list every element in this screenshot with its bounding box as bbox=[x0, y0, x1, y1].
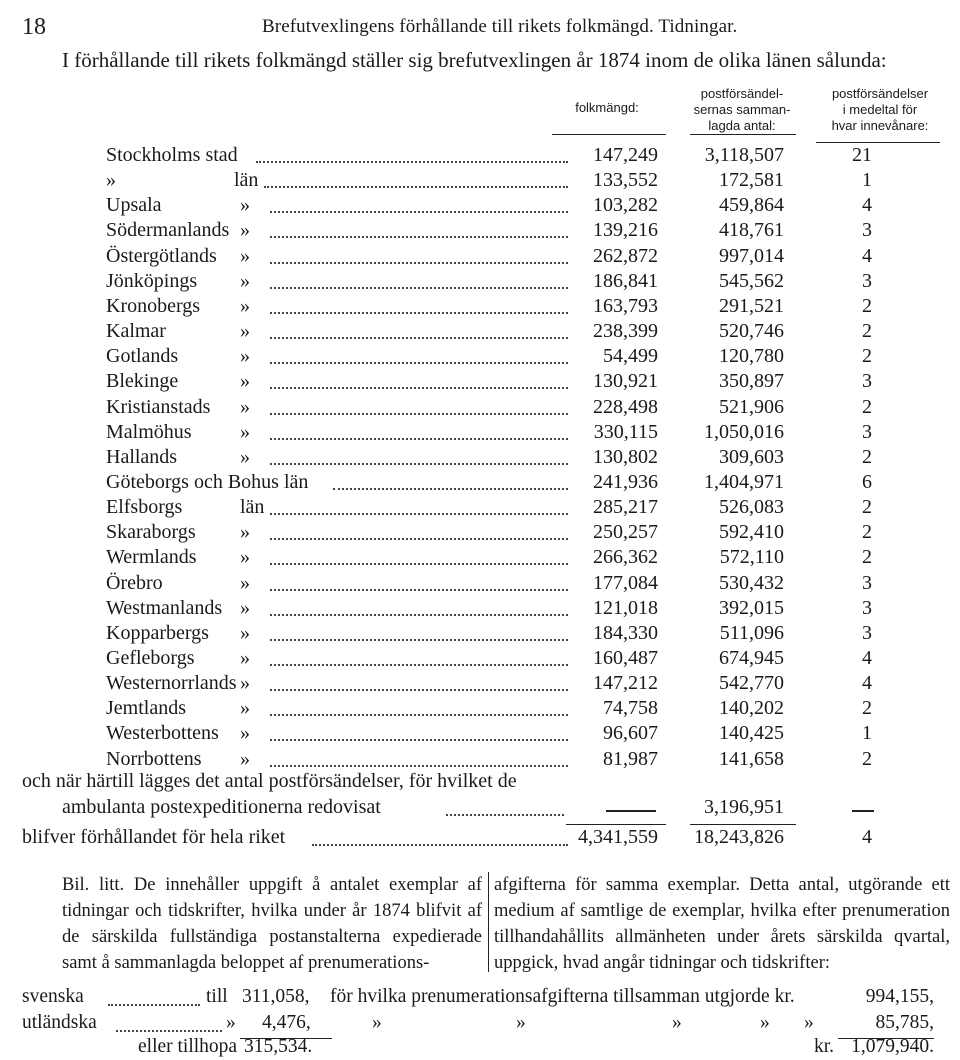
dotted-leader bbox=[270, 614, 568, 616]
dotted-leader bbox=[264, 186, 568, 188]
paragraph-left: Bil. litt. De innehåller uppgift å antalet exemplar af tidningar och tidskrifter, hvilka under år 1874 blifvit af de särskilda fullständiga postanstalterna expedierade samt å sammanlagda beloppet af prenumerations- bbox=[62, 875, 482, 973]
postal-items-value: 418,761 bbox=[719, 219, 784, 242]
dotted-leader bbox=[270, 463, 568, 465]
table-row bbox=[0, 144, 960, 170]
county-name: Stockholms stad bbox=[106, 144, 238, 166]
total-dots bbox=[312, 844, 568, 846]
county-lan-marker: » bbox=[240, 571, 250, 594]
county-lan-marker: » bbox=[240, 647, 250, 669]
utlandska-ditto-1: » bbox=[372, 1012, 382, 1033]
postal-items-value: 350,897 bbox=[719, 370, 784, 393]
tillhopa-number: 315,534. bbox=[244, 1036, 313, 1057]
column-header-post-line2: sernas samman- bbox=[693, 102, 791, 117]
table-row bbox=[0, 219, 960, 245]
items-per-inhabitant-value: 4 bbox=[862, 672, 872, 695]
column-header-postforsandelser bbox=[682, 86, 802, 134]
total-post: 18,243,826 bbox=[694, 826, 784, 848]
dotted-leader bbox=[270, 287, 568, 289]
county-name: Göteborgs och Bohus län bbox=[106, 470, 309, 493]
population-value: 186,841 bbox=[593, 269, 658, 292]
population-value: 130,802 bbox=[593, 445, 658, 468]
population-value: 130,921 bbox=[593, 370, 658, 393]
extra-dash-folk bbox=[606, 810, 656, 812]
population-value: 250,257 bbox=[593, 521, 658, 544]
column-header-post-line3: lagda antal: bbox=[708, 118, 776, 133]
population-value: 160,487 bbox=[593, 647, 658, 669]
postal-items-value: 674,945 bbox=[719, 647, 784, 669]
postal-items-value: 521,906 bbox=[719, 395, 784, 418]
postal-items-value: 3,118,507 bbox=[704, 144, 784, 166]
column-header-post-line1: postförsändel- bbox=[700, 86, 784, 101]
items-per-inhabitant-value: 3 bbox=[862, 370, 872, 393]
items-per-inhabitant-value: 21 bbox=[852, 144, 872, 166]
column-header-medel-line2: i medeltal för bbox=[842, 102, 918, 117]
items-per-inhabitant-value: 3 bbox=[862, 420, 872, 443]
extra-line-2: ambulanta postexpeditionerna redovisat bbox=[62, 796, 381, 818]
county-lan-marker: » bbox=[240, 697, 250, 720]
dotted-leader bbox=[270, 563, 568, 565]
county-name: Westerbottens bbox=[106, 722, 219, 745]
postal-items-value: 459,864 bbox=[719, 194, 784, 217]
county-name: Kristianstads bbox=[106, 395, 211, 418]
items-per-inhabitant-value: 2 bbox=[862, 320, 872, 343]
utlandska-dots bbox=[116, 1030, 222, 1032]
county-lan-marker: » bbox=[240, 244, 250, 267]
total-label: blifver förhållandet för hela riket bbox=[22, 826, 286, 848]
tillhopa-kr: 1,079,940. bbox=[851, 1036, 934, 1057]
population-value: 330,115 bbox=[593, 420, 658, 443]
population-value: 184,330 bbox=[593, 621, 658, 644]
dotted-leader bbox=[270, 589, 568, 591]
total-medel: 4 bbox=[862, 826, 872, 848]
county-lan-marker: » bbox=[240, 395, 250, 418]
items-per-inhabitant-value: 2 bbox=[862, 345, 872, 368]
table-row bbox=[0, 496, 960, 522]
column-header-medel-line1: postförsändelser bbox=[831, 86, 929, 101]
postal-items-value: 572,110 bbox=[719, 546, 784, 569]
dotted-leader bbox=[270, 387, 568, 389]
utlandska-kr: 85,785, bbox=[875, 1012, 934, 1033]
county-lan-marker: » bbox=[240, 747, 250, 770]
column-header-folkmangd bbox=[548, 100, 666, 116]
svenska-dots bbox=[108, 1004, 200, 1006]
dotted-leader bbox=[270, 211, 568, 213]
table-row bbox=[0, 546, 960, 572]
brace-folkmangd bbox=[552, 130, 666, 135]
county-lan-marker: » bbox=[240, 596, 250, 619]
dotted-leader bbox=[270, 513, 568, 515]
table-row bbox=[0, 194, 960, 220]
utlandska-ditto-3: » bbox=[672, 1012, 682, 1033]
items-per-inhabitant-value: 2 bbox=[862, 697, 872, 720]
utlandska-label: utländska bbox=[22, 1012, 97, 1033]
table-row bbox=[0, 270, 960, 296]
population-value: 103,282 bbox=[593, 194, 658, 217]
items-per-inhabitant-value: 3 bbox=[862, 621, 872, 644]
items-per-inhabitant-value: 3 bbox=[862, 596, 872, 619]
county-lan-marker: län bbox=[234, 169, 259, 192]
table-row bbox=[0, 396, 960, 422]
postal-items-value: 511,096 bbox=[719, 621, 784, 644]
utlandska-ditto-5: » bbox=[804, 1012, 814, 1033]
items-per-inhabitant-value: 2 bbox=[862, 747, 872, 770]
population-value: 241,936 bbox=[593, 470, 658, 493]
table-row bbox=[0, 471, 960, 497]
column-header-folkmangd-text: folkmängd: bbox=[575, 100, 639, 115]
svenska-number: 311,058, bbox=[242, 986, 310, 1007]
county-lan-marker: » bbox=[240, 294, 250, 317]
svenska-kr: 994,155, bbox=[865, 986, 934, 1007]
postal-items-value: 392,015 bbox=[719, 596, 784, 619]
table-row bbox=[0, 320, 960, 346]
running-title: Brefutvexlingens förhållande till rikets folkmängd. Tidningar. bbox=[262, 16, 738, 37]
county-name: Blekinge bbox=[106, 370, 179, 393]
county-name: Kopparbergs bbox=[106, 621, 209, 644]
county-lan-marker: » bbox=[240, 445, 250, 468]
postal-items-value: 1,050,016 bbox=[704, 420, 784, 443]
table-row bbox=[0, 597, 960, 623]
county-lan-marker: » bbox=[240, 269, 250, 292]
county-name: Upsala bbox=[106, 194, 162, 217]
table-row bbox=[0, 572, 960, 598]
county-name: Södermanlands bbox=[106, 219, 230, 242]
county-lan-marker: » bbox=[240, 672, 250, 695]
items-per-inhabitant-value: 6 bbox=[862, 470, 872, 493]
items-per-inhabitant-value: 4 bbox=[862, 194, 872, 217]
county-name: » bbox=[106, 169, 116, 192]
table-row bbox=[0, 370, 960, 396]
dotted-leader bbox=[270, 413, 568, 415]
items-per-inhabitant-value: 2 bbox=[862, 521, 872, 544]
county-name: Gotlands bbox=[106, 345, 179, 368]
items-per-inhabitant-value: 2 bbox=[862, 546, 872, 569]
items-per-inhabitant-value: 1 bbox=[862, 169, 872, 192]
dotted-leader bbox=[270, 664, 568, 666]
dotted-leader bbox=[270, 689, 568, 691]
dotted-leader bbox=[270, 538, 568, 540]
population-value: 266,362 bbox=[593, 546, 658, 569]
column-header-medeltal bbox=[810, 86, 950, 134]
dotted-leader bbox=[270, 438, 568, 440]
dotted-leader bbox=[270, 337, 568, 339]
county-name: Norrbottens bbox=[106, 747, 202, 770]
brace-postforsandelser bbox=[690, 130, 796, 135]
county-lan-marker: » bbox=[240, 320, 250, 343]
items-per-inhabitant-value: 4 bbox=[862, 244, 872, 267]
table-row bbox=[0, 245, 960, 271]
brace-medeltal bbox=[816, 138, 940, 143]
population-value: 139,216 bbox=[593, 219, 658, 242]
county-lan-marker: » bbox=[240, 370, 250, 393]
population-value: 54,499 bbox=[603, 345, 658, 368]
sum-rule-folk bbox=[566, 824, 666, 825]
items-per-inhabitant-value: 3 bbox=[862, 269, 872, 292]
postal-items-value: 530,432 bbox=[719, 571, 784, 594]
population-value: 163,793 bbox=[593, 294, 658, 317]
table-row bbox=[0, 672, 960, 698]
population-value: 177,084 bbox=[593, 571, 658, 594]
county-name: Östergötlands bbox=[106, 244, 217, 267]
postal-items-value: 172,581 bbox=[719, 169, 784, 192]
dotted-leader bbox=[270, 262, 568, 264]
postal-items-value: 997,014 bbox=[719, 244, 784, 267]
svenska-till: till bbox=[206, 986, 228, 1007]
population-value: 147,212 bbox=[593, 672, 658, 695]
postal-items-value: 140,425 bbox=[719, 722, 784, 745]
utlandska-number: 4,476, bbox=[262, 1012, 311, 1033]
utlandska-ditto-4: » bbox=[760, 1012, 770, 1033]
county-lan-marker: » bbox=[240, 621, 250, 644]
dotted-leader bbox=[270, 312, 568, 314]
page-number: 18 bbox=[22, 14, 46, 40]
postal-items-value: 309,603 bbox=[719, 445, 784, 468]
table-row bbox=[0, 169, 960, 195]
county-name: Jemtlands bbox=[106, 697, 186, 720]
table-row bbox=[0, 697, 960, 723]
items-per-inhabitant-value: 2 bbox=[862, 496, 872, 519]
extra-dash-medel bbox=[852, 810, 874, 812]
tillhopa-label: eller tillhopa bbox=[138, 1036, 238, 1057]
table-row bbox=[0, 722, 960, 748]
county-lan-marker: » bbox=[240, 722, 250, 745]
population-value: 147,249 bbox=[593, 144, 658, 166]
table-row bbox=[0, 421, 960, 447]
county-name: Westernorrlands bbox=[106, 672, 237, 695]
table-row bbox=[0, 521, 960, 547]
county-name: Elfsborgs bbox=[106, 496, 183, 519]
extra-line-1: och när härtill lägges det antal postförsändelser, för hvilket de bbox=[22, 770, 517, 792]
county-name: Gefleborgs bbox=[106, 647, 195, 669]
table-row bbox=[0, 622, 960, 648]
county-name: Westmanlands bbox=[106, 596, 223, 619]
sum-rule-post bbox=[690, 824, 796, 825]
population-value: 74,758 bbox=[603, 697, 658, 720]
intro-sentence: I förhållande till rikets folkmängd ställer sig brefutvexlingen år 1874 inom de olika länen sålunda: bbox=[62, 48, 887, 72]
extra-dots bbox=[446, 814, 564, 816]
county-name: Kronobergs bbox=[106, 294, 201, 317]
county-name: Skaraborgs bbox=[106, 521, 196, 544]
county-lan-marker: » bbox=[240, 521, 250, 544]
table-row bbox=[0, 345, 960, 371]
dotted-leader bbox=[270, 236, 568, 238]
population-value: 121,018 bbox=[593, 596, 658, 619]
utlandska-ditto-2: » bbox=[516, 1012, 526, 1033]
svenska-label: svenska bbox=[22, 986, 84, 1007]
county-name: Kalmar bbox=[106, 320, 166, 343]
items-per-inhabitant-value: 1 bbox=[862, 722, 872, 745]
postal-items-value: 140,202 bbox=[719, 697, 784, 720]
items-per-inhabitant-value: 4 bbox=[862, 647, 872, 669]
paragraph-right: afgifterna för samma exemplar. Detta antal, utgörande ett medium af samtlige de exemplar, hvilka efter prenumeration tillhandahållits allmänheten under årets särskilda qvartal, uppgick, hvad angår tidningar och tidskrifter: bbox=[494, 875, 950, 973]
county-name: Malmöhus bbox=[106, 420, 192, 443]
postal-items-value: 526,083 bbox=[719, 496, 784, 519]
dotted-leader bbox=[270, 739, 568, 741]
county-lan-marker: län bbox=[240, 496, 265, 519]
postal-items-value: 291,521 bbox=[719, 294, 784, 317]
table-row bbox=[0, 446, 960, 472]
population-value: 285,217 bbox=[593, 496, 658, 519]
dotted-leader bbox=[270, 639, 568, 641]
population-value: 133,552 bbox=[593, 169, 658, 192]
postal-items-value: 141,658 bbox=[719, 747, 784, 770]
county-lan-marker: » bbox=[240, 546, 250, 569]
postal-items-value: 592,410 bbox=[719, 521, 784, 544]
dotted-leader bbox=[270, 714, 568, 716]
dotted-leader bbox=[333, 488, 568, 490]
extra-post: 3,196,951 bbox=[704, 796, 784, 818]
items-per-inhabitant-value: 2 bbox=[862, 445, 872, 468]
county-name: Jönköpings bbox=[106, 269, 198, 292]
county-lan-marker: » bbox=[240, 345, 250, 368]
utlandska-mark: » bbox=[226, 1012, 236, 1033]
population-value: 262,872 bbox=[593, 244, 658, 267]
postal-items-value: 520,746 bbox=[719, 320, 784, 343]
county-name: Hallands bbox=[106, 445, 178, 468]
column-header-medel-line3: hvar innevånare: bbox=[831, 118, 929, 133]
total-folk: 4,341,559 bbox=[578, 826, 658, 848]
svenska-text: för hvilka prenumerationsafgifterna tillsamman utgjorde kr. bbox=[330, 986, 795, 1007]
table-row bbox=[0, 295, 960, 321]
postal-items-value: 120,780 bbox=[719, 345, 784, 368]
items-per-inhabitant-value: 3 bbox=[862, 219, 872, 242]
county-lan-marker: » bbox=[240, 420, 250, 443]
population-value: 238,399 bbox=[593, 320, 658, 343]
items-per-inhabitant-value: 3 bbox=[862, 571, 872, 594]
county-name: Wermlands bbox=[106, 546, 197, 569]
county-lan-marker: » bbox=[240, 219, 250, 242]
column-divider bbox=[488, 872, 489, 972]
postal-items-value: 1,404,971 bbox=[704, 470, 784, 493]
dotted-leader bbox=[256, 161, 568, 163]
population-value: 96,607 bbox=[603, 722, 658, 745]
population-value: 81,987 bbox=[603, 747, 658, 770]
items-per-inhabitant-value: 2 bbox=[862, 395, 872, 418]
population-value: 228,498 bbox=[593, 395, 658, 418]
county-name: Örebro bbox=[106, 571, 163, 594]
postal-items-value: 545,562 bbox=[719, 269, 784, 292]
dotted-leader bbox=[270, 765, 568, 767]
county-lan-marker: » bbox=[240, 194, 250, 217]
tillhopa-kr-label: kr. bbox=[814, 1036, 835, 1057]
table-row bbox=[0, 647, 960, 673]
dotted-leader bbox=[270, 362, 568, 364]
items-per-inhabitant-value: 2 bbox=[862, 294, 872, 317]
postal-items-value: 542,770 bbox=[719, 672, 784, 695]
